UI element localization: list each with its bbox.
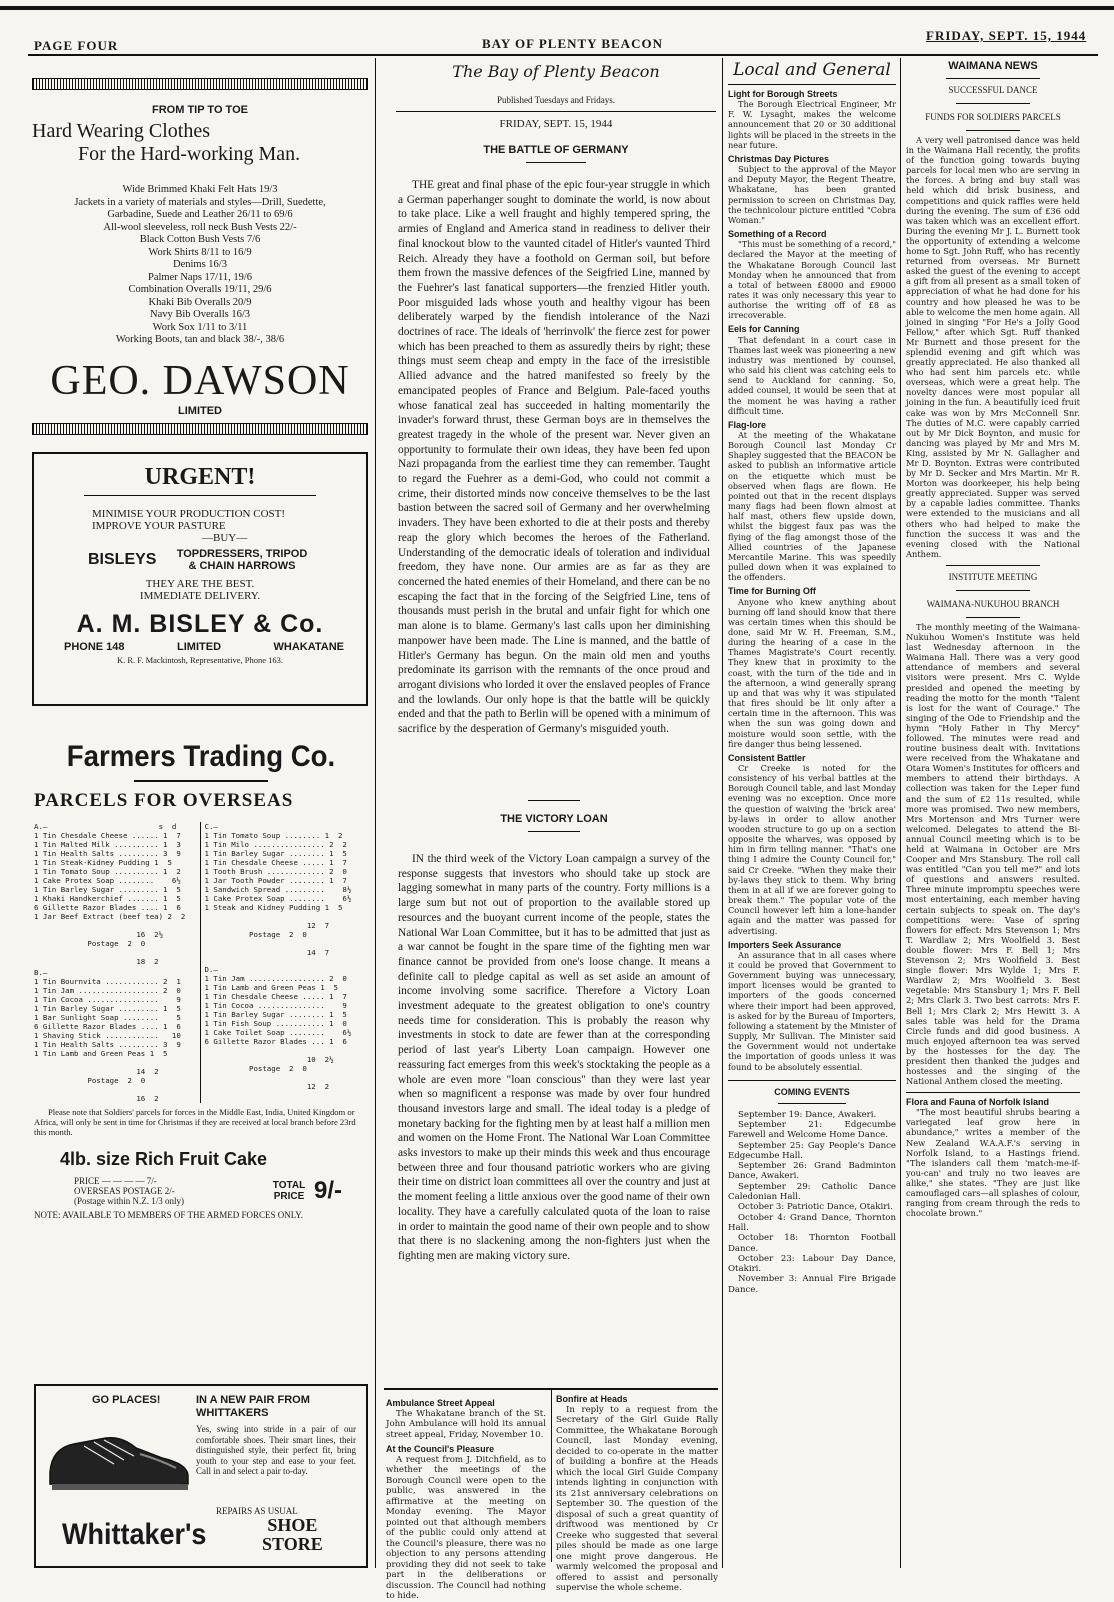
- editorial-column: [396, 62, 716, 169]
- local-heading: Light for Borough Streets: [728, 89, 838, 99]
- column-rule-2: [722, 58, 723, 1568]
- ad-buy: —BUY—: [202, 532, 248, 544]
- ad-line-3: THEY ARE THE BEST.: [145, 578, 255, 590]
- price-list: [32, 184, 368, 347]
- waimana-sub-2: FUNDS FOR SOLDIERS PARCELS: [925, 112, 1061, 122]
- brief-heading: At the Council's Pleasure: [386, 1444, 495, 1454]
- waimana-text-3: "The most beautiful shrubs bearing a variegated leaf grow here in abundance," writes a member of the New Zealand W.A.A.F.'s serving in Norfolk Island, to a Hastings friend. "The islanders call them 'match-me-if-you-can' and truly no two leaves are alike," she states. "They are just like camouflaged cars—all splashes of colour, ranging from cream through the reds to chocolate brown.": [906, 1107, 1080, 1219]
- local-heading: Christmas Day Pictures: [728, 153, 830, 164]
- ad-bisley-limited: LIMITED: [177, 641, 222, 653]
- ad-bisleys-brand: BISLEYS: [88, 551, 157, 568]
- brief-text: A request from J. Ditchfield, as to whether the meetings of the Borough Council were open to the public, was answered in the affirmative at the meeting on Monday evening. The Mayor pointed out that although members of the public could only attend at the Council's pleasure, there was no objection to any persons attending providing they did not seek to take part in the deliberations or discussion. The Council had nothing to hide.: [386, 1454, 546, 1601]
- brief-heading: Bonfire at Heads: [556, 1394, 628, 1404]
- ad-cake: 4lb. size Rich Fruit Cake: [60, 1149, 268, 1169]
- masthead: The Bay of Plenty Beacon: [452, 62, 660, 81]
- ad-bisley-name: A. M. BISLEY & Co.: [76, 610, 324, 638]
- ad-limited: LIMITED: [178, 404, 222, 417]
- divider: [956, 590, 1030, 591]
- ad-go-places: GO PLACES!: [92, 1394, 161, 1406]
- local-text: Anyone who knew anything about burning off land should know that there was certain times when this should be done, said Mr W. H. Freeman, S.M., during the hearing of a case in the Thames Magistrate's Court recently. They knew that in proximity to the coast, with the turn of the tide and in the afternoon, a wind generally sprang up and that was why it was stipulated that fires should be lit only after a certain time in the afternoon. This was when the sun was going down and moisture would soon settle, with the fire danger thus being lessened.: [728, 596, 896, 749]
- event-item: October 3: Patriotic Dance, Otakiri.: [738, 1202, 893, 1213]
- editorial-title-1: THE BATTLE OF GERMANY: [483, 144, 629, 156]
- parcel-b: B.— 1 Tin Bournvita ............ 2 1 1 Tin Jam .................. 2 0 1 Tin Cocoa ................ 9 1 Tin Barley Sugar ......... 1 5 1 Bar Sunlight Soap ........ 5 6 Gillette Razor Blades .... 1 6 1 Shaving Stick ............ 10 1 Tin Health Salts ......... 3 9 1 Tin Lamb and Green Peas 1 5 14 2 Postage 2 0 16 2: [34, 968, 181, 1103]
- ad-cake-postage: OVERSEAS POSTAGE 2/-: [74, 1186, 175, 1196]
- price-item: Work Shirts 8/11 to 16/9: [148, 246, 252, 258]
- parcel-c: C.— 1 Tin Tomato Soup ........ 1 2 1 Tin Milo ................ 2 2 1 Tin Barley Sugar ........ 1 5 1 Tin Chesdale Cheese ..... 1 7 1 Tooth Brush ............. 2 0 1 Jar Tooth Powder ........ 1 7 1 Sandwich Spread ......... 8½ 1 Cake Protex Soap ........ 6½ 1 Steak and Kidney Pudding 1 5 12 7 Postage 2 0 14 7: [204, 822, 352, 957]
- local-heading: Something of a Record: [728, 229, 827, 240]
- local-heading: Eels for Canning: [728, 324, 800, 335]
- event-item: September 26: Grand Badminton Dance, Awakeri.: [728, 1161, 896, 1182]
- ad-whittaker-body: Yes, swing into stride in a pair of our comfortable shoes. Their smart lines, their distinguished style, their perfect fit, bring youth to your step and ease to your feet. Call in and select a pair to-day.: [196, 1424, 356, 1476]
- brief-text: The Whakatane branch of the St. John Ambulance will hold its annual street appeal, Friday, November 10.: [386, 1408, 546, 1440]
- waimana-title: WAIMANA NEWS: [948, 60, 1038, 72]
- divider: [728, 84, 896, 85]
- parcel-d: D.— 1 Tin Jam ................. 2 0 1 Tin Lamb and Green Peas 1 5 1 Tin Chesdale Cheese ..... 1 7 1 Tin Cocoa ............... 9 1 Tin Barley Sugar ........ 1 5 1 Tin Fish Soup ........... 1 0 1 Cake Toilet Soap ........ 6½ 6 Gillette Razor Blades ... 1 6 10 2½ Postage 2 0 12 2: [204, 965, 352, 1091]
- local-heading: Importers Seek Assurance: [728, 939, 842, 950]
- victory-loan-head: [398, 800, 710, 838]
- shoe-icon: [44, 1424, 194, 1498]
- editorial-text-1: THE great and final phase of the epic four-year struggle in which a German paperhanger sought to dominate the world, is now about to take place. Like a well fraught and highly tempered spring, the armies of England and America stand in readiness to deliver their final knockout blow to the vaunted citadel of Hitler's vaunted Third Reich. Already they have a foothold on German soil, but before them frown the massive defences of the Seigfried Line, manned by the Fuehrer's last fanatical supporters—the frenzied Hitler youth. Poor misguided lads whose youth and healthy vigour has been deliberately warped by the fiendish intolerance of the Nazi doctrines of race. The ideals of 'herrinvolk' the fierce zest for power which has been preached to them as assuredly theirs by right; these things must seem cheap and empty in the face of the irresistible Allied advance and the hatred manifested so freely by the emancipated peoples of France and Belgium. Pale-faced youths whose fanatical zeal has succeeded in halting momentarily the invader's forward thrust, these German boys are in themselves the greatest tragedy in the whole of the present war. Never given an opportunity to formulate their own ideas, they have been fed upon Nazi propaganda from the earliest time they can remember. Taught to regard the Fuehrer as a demi-God, who could not commit a crime, their distorted minds now conceive themselves to be the last bastion between the sacred soil of Germany and her overwhelming invaders. They have been exhorted to die at their posts and thereby reap the glory which becomes the heroes of the Fatherland. Understanding of the democratic ideals of toleration and individual freedom, they have none. Our armies are as far as they are concerned the hated enemies of their Homeland, and there can be no escaping the fact that in the forcing of the Seigfried Line, tens of thousands must perish in the brutal and unfair fight for which one man alone is to blame. Germany's last calls upon her diminishing manpower have been made. The Line is manned, and the battle of Hitler's Germany has begun. On the main old men and youths predominate its garrison with the remnants of the once proud and arrogant divisions who lorded it over the enslaved peoples of France and the lowlands. Our only hope is that the battle will be quickly ended and that the path to Berlin will be opened with a minimum of sacrifice by the desperation of Germany's misguided youth.: [398, 179, 710, 736]
- divider: [956, 103, 1030, 104]
- price-item: Jackets in a variety of materials and styles—Drill, Suedette,: [74, 196, 326, 208]
- ad-bisley: [32, 452, 368, 706]
- header-date: FRIDAY, SEPT. 15, 1944: [926, 28, 1087, 43]
- editorial-title-2: THE VICTORY LOAN: [500, 813, 608, 825]
- local-text: "This must be something of a record," declared the Mayor at the meeting of the Whakatane Borough Council last Monday when he announced that from a total of between £8000 and £9000 rates it was only necessary this year to authorise the writing off of £8 as irrecoverable.: [728, 239, 896, 321]
- ad-cake-price: PRICE — — — — 7/-: [74, 1176, 157, 1186]
- paper-name: BAY OF PLENTY BEACON: [482, 36, 663, 51]
- ad-phone: PHONE 148: [64, 641, 125, 653]
- editorial-date: FRIDAY, SEPT. 15, 1944: [499, 118, 613, 130]
- decorative-stripes: [32, 423, 368, 435]
- divider: [528, 831, 580, 832]
- ad-headline-2: For the Hard-working Man.: [78, 143, 301, 165]
- waimana-sub-1: SUCCESSFUL DANCE: [948, 85, 1038, 95]
- price-item: Garbadine, Suede and Leather 26/11 to 69/6: [107, 209, 293, 220]
- event-item: October 18: Thornton Football Dance.: [728, 1233, 896, 1254]
- bottom-column-rule: [551, 1390, 552, 1562]
- waimana-sub-5: Flora and Fauna of Norfolk Island: [906, 1097, 1050, 1108]
- column-rule-1: [375, 58, 376, 1568]
- price-item: Denims 16/3: [173, 259, 227, 270]
- event-item: November 3: Annual Fire Brigade Dance.: [728, 1274, 896, 1295]
- ad-urgent-title: URGENT!: [144, 464, 256, 490]
- price-item: Working Boots, tan and black 38/-, 38/6: [115, 334, 285, 345]
- top-rule: [0, 6, 1114, 10]
- waimana-sub-3: INSTITUTE MEETING: [948, 571, 1038, 582]
- ad-total-label: TOTAL PRICE: [272, 1180, 306, 1202]
- ad-store: STORE: [262, 1534, 323, 1554]
- divider: [946, 565, 1040, 566]
- ad-farmers-name: Farmers Trading Co.: [66, 740, 336, 773]
- bottom-left-briefs: [386, 1394, 546, 1602]
- local-heading: Time for Burning Off: [728, 586, 816, 597]
- brief-heading: Ambulance Street Appeal: [386, 1398, 495, 1408]
- local-general: [728, 60, 896, 1295]
- ad-farmers-note: Please note that Soldiers' parcels for forces in the Middle East, India, United Kingdom or Africa, will only be sent in time for Christmas if they are received at local branch before 23rd this month.: [34, 1107, 356, 1137]
- price-item: Wide Brimmed Khaki Felt Hats 19/3: [122, 184, 278, 195]
- waimana-news: [906, 60, 1080, 1218]
- divider: [946, 78, 1040, 79]
- decorative-stripes: [32, 78, 368, 90]
- waimana-sub-4: WAIMANA-NUKUHOU BRANCH: [926, 598, 1060, 609]
- divider: [966, 617, 1020, 618]
- price-item: Khaki Bib Overalls 20/9: [148, 296, 252, 308]
- ad-total: 9/-: [314, 1177, 343, 1204]
- divider: [728, 1080, 896, 1081]
- ad-line-4: IMMEDIATE DELIVERY.: [139, 590, 261, 602]
- event-item: October 23: Labour Day Dance, Otakiri.: [728, 1253, 896, 1275]
- price-item: Palmer Naps 17/11, 19/6: [147, 271, 252, 283]
- divider: [526, 162, 586, 163]
- ad-dawson: [32, 78, 368, 435]
- event-item: September 25: Gay People's Dance Edgecumbe Hall.: [728, 1140, 896, 1161]
- price-item: All-wool sleeveless, roll neck Bush Vests 22/-: [103, 221, 297, 233]
- price-item: Navy Bib Overalls 16/3: [149, 309, 251, 320]
- local-title: Local and General: [733, 60, 891, 80]
- ad-line-1: MINIMISE YOUR PRODUCTION COST!: [92, 508, 286, 520]
- waimana-text-1: A very well patronised dance was held in the Waimana Hall recently, the profits of the function going towards buying parcels for local men who are serving in the forces. A bring and buy stall was held which did brisk business, and competitions and quick raffles were held during the evening. The sum of £36 odd was taken which was an excellent effort. During the evening Mr J. L. Burnett took the opportunity of extending a welcome home to Sgt. John Ruff, who has recently returned from overseas. Mr Burnett asked the guest of the evening to accept a gift from all present as a small token of appreciation of what he had done for his country and how pleased he was to be able to welcome the men home again. All joined in singing "For He's a Jolly Good Fellow," after which Sgt. Ruff thanked Mr Burnett and those present for the splendid evening and gift which was greatly appreciated. He also thanked all who had sent him parcels etc. while overseas, which were a great help. The novelty dances were most popular all joining in the fun. A beautifully iced fruit cake was won by Mrs McConnell Snr. The duties of M.C. were capably carried out by Mr Dick Boynton, and music for dancing was played by Mr and Mrs M. King, assisted by Mr N. Gallagher and Mr D. Boynton. Extras were contributed by Mr D. Secker and Mrs Martin. Mr R. Morton was doorkeeper, his help being greatly appreciated. Supper was served by a capable ladies committee. Thanks were extended to the musicians and all others who had helped to make the function the success it was and the evening closed with the National Anthem.: [906, 135, 1080, 559]
- editorial-text-2: IN the third week of the Victory Loan campaign a survey of the response suggests that investors who should take up stock are lagging somewhat in many parts of the country. Forty millions is a large sum but not out of proportion to the available stored up resources and the buoyant current income of the people, states the National War Loan Committee, but it has to be admitted that just as a war cannot be fought in the spare time of the fighting men war finance cannot be provided from one's loose change. It means a definite call to pledge capital as well as set aside an amount of income involving some sacrifice. Therefore a Victory Loan investment adequate to the greatest obligation to one's country needs time for consideration. This is probably the reason why investments in stock to date are fewer than at the corresponding period of last year's Liberty Loan campaign. However one reassuring fact emerges from this week's stocktaking the people as a whole are even more "loan conscious" than they were last year when so magnificent a response was made by over four hundred thousand investors large and small. The ideal today is a pledge of monetary backing for the fighting men by at least half a million men and women on the Home Front. The National War Loan Committee asks investors to make up their minds this week and thus encourage between three and four thousand patriotic workers who are giving their time on district loan committees all over the country and just at the moment feeling a little anxious over the good name of their own locality. They have a carefully calculated quota of the loan to raise in order to maintain the good name of their own people and to show that there is no slackening among the non-fighters just when the fighting men are making victory sure.: [398, 853, 710, 1262]
- price-item: Combination Overalls 19/11, 29/6: [128, 284, 272, 295]
- local-text: That defendant in a court case in Thames last week was pioneering a new industry was mentioned by counsel, who said his client was catching eels to send to Auckland for canning. So, added counsel, it would be seen that at the moment he was having a rather difficult time.: [728, 334, 896, 416]
- parcel-a: A.— s d 1 Tin Chesdale Cheese ...... 1 7 1 Tin Malted Milk .......... 1 3 1 Tin Health Salts ......... 3 9 1 Tin Steak-Kidney Pudding 1 5 1 Tin Tomato Soup .......... 1 2 1 Cake Protex Soap ........ 6½ 1 Tin Barley Sugar ......... 1 5 1 Khaki Handkerchief ....... 1 5 6 Gillette Razor Blades .... 1 6 1 Jar Beef Extract (beef tea) 2 2 16 2½ Postage 2 0 18 2: [34, 822, 186, 966]
- editorial-body-1: [398, 178, 710, 737]
- divider: [906, 1092, 1080, 1093]
- ad-rep: K. R. F. Mackintosh, Representative, Phone 163.: [117, 655, 283, 665]
- waimana-text-2: The monthly meeting of the Waimana-Nukuhou Women's Institute was held last Wednesday afternoon in the Waimana Hall. There was a very good attendance of members and several visitors were present. Mrs C. Wylde presided and opened the meeting by reading the motto for the month "Talent is lost for the want of Courage." The singing of the Ode to Friendship and the hymn "Holy Father in Thy Mercy" followed. The minutes were read and routine business dealt with. Invitations were received from the Whakatane and Otara Women's Institutes for officers and members to attend their birthdays. A collection was taken for the Leper fund and the sum of £2 11s resulted, while more was promised. Two new members, Mrs Mortenson and Mrs Turner were welcomed. Delegates to attend the Bi-annual Council meeting which is to be held at Waimana in October are Mrs Cooper and Mrs Stansbury. The roll call was entitled "Can you tell me?" and lots of questions and answers resulted. Three minute impromptu speeches were most entertaining, each member having certain subjects to speak on. The day's competitions were: Vase of spring flowers for effect: Mrs Stevenson 1; Mrs T. Wardlaw 2; Mrs Woolfield 3. Best double flower: Mrs F. Bell 1; Mrs Stevenson 2; Mrs Woolfield 3. Best single flower: Mrs Wylde 1; Mrs F. Wardlaw 2; Mrs Woolfield 3. Best vegetable: Mrs Stansbury 1; Mrs F. Bell 2; Mrs Clark 3. Two best carrots: Mrs F. Bell 1; Mrs Clark 2; Mrs Hewitt 3. A sales table was held for the Drama Circle funds and did good business. A much enjoyed afternoon tea was served by the hostesses for the day. The president then thanked the judges and hostesses and the singing of the National Anthem closed the meeting.: [906, 621, 1080, 1087]
- ad-headline-1: Hard Wearing Clothes: [32, 120, 210, 142]
- event-item: September 29: Catholic Dance Caledonian Hall.: [728, 1181, 896, 1203]
- local-text: Subject to the approval of the Mayor and Deputy Mayor, the Regent Theatre, Whakatane, has been granted permission to screen on Christmas Day, the technicolour picture entitled "Cobra Woman.": [728, 164, 896, 225]
- event-item: September 21: Edgecumbe Farewell and Welcome Home Dance.: [728, 1119, 896, 1141]
- ad-town: WHAKATANE: [273, 641, 344, 653]
- divider: [778, 1103, 846, 1104]
- divider: [396, 111, 716, 112]
- ad-whittaker-name: Whittaker's: [62, 1518, 207, 1551]
- editorial-body-2: [398, 852, 710, 1264]
- local-text: At the meeting of the Whakatane Borough Council last Monday Cr Shapley suggested that the BEACON be asked to publish an informative article on the etiquette which must be observed when flags are flown. He pointed out that in the recent displays many flags had been flown almost at half mast, others flew upside down, whilst the biggest faux pas was the flying of the flag amongst those of the Allied countries of the Japanese Mercantile Marine. This was speedily pulled down when it was explained to the offenders.: [728, 430, 896, 583]
- divider: [134, 780, 268, 782]
- divider: [528, 800, 580, 801]
- local-text: Cr Creeke is noted for the consistency of his verbal battles at the Borough Council table, and last Monday evening was no exception. Once more the question of waiving the 'brick area' by-laws in order to allow another wooden structure to go up on a section opposite the wharves, was opposed by him in firm telling manner. "That's one thing I admire the County Council for," said Cr Creeke. "When they make their by-laws they stick to them. Why bring them in at all if we are forever going to break them." The popular vote of the Council however left him a lone-hander again and the matter was passed for advertising.: [728, 763, 896, 936]
- ad-line-2: IMPROVE YOUR PASTURE: [92, 520, 226, 532]
- ad-shoe: SHOE: [267, 1515, 318, 1535]
- price-item: Black Cotton Bush Vests 7/6: [139, 234, 261, 245]
- published-note: Published Tuesdays and Fridays.: [496, 95, 615, 105]
- page-number: PAGE FOUR: [34, 38, 119, 53]
- ad-cake-postage-nz: (Postage within N.Z. 1/3 only): [74, 1196, 184, 1206]
- event-item: October 4: Grand Dance, Thornton Hall.: [728, 1212, 896, 1233]
- ad-brand-name: GEO. DAWSON: [50, 357, 350, 404]
- column-rule-3: [900, 58, 901, 1568]
- ad-repairs: REPAIRS AS USUAL: [216, 1506, 298, 1516]
- events-title: COMING EVENTS: [774, 1086, 850, 1097]
- event-item: September 19: Dance, Awakeri.: [738, 1109, 877, 1120]
- header-rule: [28, 54, 1098, 56]
- divider: [84, 495, 316, 496]
- divider: [966, 130, 1020, 131]
- ad-tagline: FROM TIP TO TOE: [152, 104, 248, 116]
- local-heading: Consistent Battler: [728, 752, 806, 763]
- local-text: An assurance that in all cases where it could be proved that Government to Government buying was unnecessary, import licenses would be granted to importers of the goods concerned where their import had been approved, is asked for by the Bureau of Importers, following a statement by the Minister of Supply, Mr Sullivan. The Minister said the Government would not undertake the importation of goods unless it was found to be absolutely essential.: [728, 949, 896, 1072]
- ad-farmers: [34, 740, 368, 1220]
- ad-products: TOPDRESSERS, TRIPOD & CHAIN HARROWS: [176, 548, 308, 572]
- bottom-right-briefs: [556, 1394, 718, 1594]
- local-text: The Borough Electrical Engineer, Mr F. W. Lysaght, makes the welcome announcement that 20 or 30 additional lights will be placed in the streets in the near future.: [728, 99, 896, 150]
- ad-new-pair: IN A NEW PAIR FROM WHITTAKERS: [196, 1394, 310, 1419]
- ad-whittaker: [34, 1384, 368, 1568]
- brief-text: In reply to a request from the Secretary of the Girl Guide Rally Committee, the Whakatane Borough Council, last Monday evening, decided to co-operate in the matter of building a bonfire at the Heads which the local Girl Guide Company intends lighting in conjunction with its 21st anniversary celebrations on September 30. The question of the disposal of such a great quantity of driftwood was mentioned by Cr Creeke who suggested that several piles should be made as one large one might prove dangerous. He warmly welcomed the proposal and offered to assist and personally supervise the whole scheme.: [556, 1404, 718, 1593]
- ad-avail: NOTE: AVAILABLE TO MEMBERS OF THE ARMED FORCES ONLY.: [34, 1210, 303, 1220]
- local-heading: Flag-lore: [728, 419, 767, 430]
- price-item: Work Sox 1/11 to 3/11: [152, 321, 248, 333]
- ad-farmers-sub: PARCELS FOR OVERSEAS: [34, 790, 294, 811]
